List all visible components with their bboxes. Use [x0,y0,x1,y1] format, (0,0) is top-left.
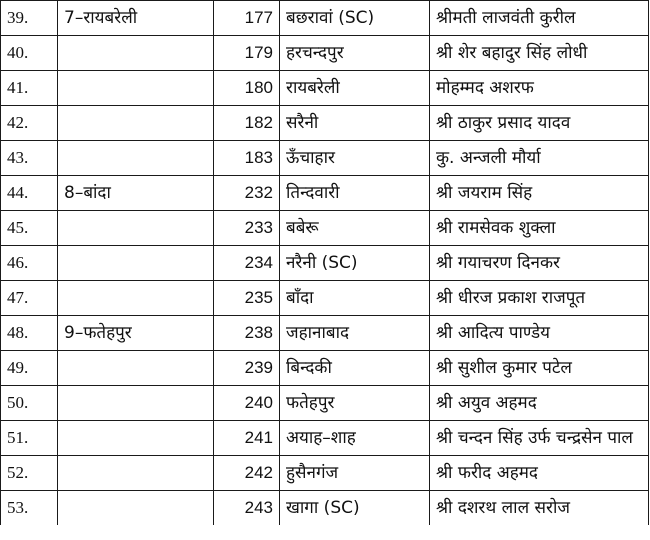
serial-number-cell: 46. [1,246,58,281]
table-row [1,351,649,386]
table-row [1,211,649,246]
table-body [1,1,649,526]
constituency-name-cell: जहानाबाद [280,316,430,351]
table-row [1,106,649,141]
constituency-name-cell: नरैनी (SC) [280,246,430,281]
constituency-name-cell: ऊँचाहार [280,141,430,176]
candidate-name-cell: श्री फरीद अहमद [430,456,649,491]
table-row [1,281,649,316]
district-cell [58,491,214,526]
candidate-name-cell: श्रीमती लाजवंती कुरील [430,1,649,36]
constituency-number-cell: 234 [214,246,280,281]
district-cell [58,106,214,141]
serial-number-cell: 50. [1,386,58,421]
table-row [1,176,649,211]
constituency-name-cell: बछरावां (SC) [280,1,430,36]
constituency-name-cell: बिन्दकी [280,351,430,386]
district-cell [58,71,214,106]
constituency-number-cell: 243 [214,491,280,526]
candidate-name-cell: कु. अन्जली मौर्या [430,141,649,176]
table-row [1,386,649,421]
serial-number-cell: 53. [1,491,58,526]
constituency-number-cell: 177 [214,1,280,36]
serial-number-cell: 43. [1,141,58,176]
serial-number-cell: 47. [1,281,58,316]
constituency-name-cell: बाँदा [280,281,430,316]
district-cell [58,211,214,246]
district-cell: 7–रायबरेली [58,1,214,36]
serial-number-cell: 45. [1,211,58,246]
constituency-name-cell: हुसैनगंज [280,456,430,491]
candidate-name-cell: श्री अयुव अहमद [430,386,649,421]
constituency-number-cell: 180 [214,71,280,106]
constituency-number-cell: 241 [214,421,280,456]
constituency-number-cell: 242 [214,456,280,491]
table-row [1,491,649,526]
district-cell: 9–फतेहपुर [58,316,214,351]
table-row [1,141,649,176]
table-row [1,421,649,456]
serial-number-cell: 41. [1,71,58,106]
constituency-number-cell: 183 [214,141,280,176]
district-cell [58,421,214,456]
candidate-name-cell: श्री ठाकुर प्रसाद यादव [430,106,649,141]
serial-number-cell: 40. [1,36,58,71]
constituency-number-cell: 232 [214,176,280,211]
constituency-number-cell: 238 [214,316,280,351]
district-cell [58,351,214,386]
constituency-number-cell: 239 [214,351,280,386]
candidate-name-cell: मोहम्मद अशरफ [430,71,649,106]
constituency-number-cell: 182 [214,106,280,141]
serial-number-cell: 49. [1,351,58,386]
district-cell [58,246,214,281]
district-cell [58,36,214,71]
district-cell: 8–बांदा [58,176,214,211]
serial-number-cell: 48. [1,316,58,351]
serial-number-cell: 52. [1,456,58,491]
table-row [1,71,649,106]
serial-number-cell: 44. [1,176,58,211]
serial-number-cell: 51. [1,421,58,456]
constituency-name-cell: अयाह–शाह [280,421,430,456]
district-cell [58,386,214,421]
constituency-number-cell: 240 [214,386,280,421]
constituency-name-cell: तिन्दवारी [280,176,430,211]
district-cell [58,141,214,176]
table-row [1,36,649,71]
table-row [1,456,649,491]
constituency-number-cell: 233 [214,211,280,246]
candidate-name-cell: श्री सुशील कुमार पटेल [430,351,649,386]
candidate-name-cell: श्री चन्दन सिंह उर्फ चन्द्रसेन पाल [430,421,649,456]
constituency-name-cell: खागा (SC) [280,491,430,526]
candidate-name-cell: श्री दशरथ लाल सरोज [430,491,649,526]
constituency-name-cell: हरचन्दपुर [280,36,430,71]
constituency-name-cell: रायबरेली [280,71,430,106]
candidate-name-cell: श्री आदित्य पाण्डेय [430,316,649,351]
constituency-name-cell: बबेरू [280,211,430,246]
constituency-name-cell: फतेहपुर [280,386,430,421]
serial-number-cell: 39. [1,1,58,36]
district-cell [58,281,214,316]
table-row [1,246,649,281]
candidate-name-cell: श्री गयाचरण दिनकर [430,246,649,281]
candidate-name-cell: श्री जयराम सिंह [430,176,649,211]
candidate-name-cell: श्री शेर बहादुर सिंह लोधी [430,36,649,71]
table-row [1,1,649,36]
constituency-name-cell: सरैनी [280,106,430,141]
serial-number-cell: 42. [1,106,58,141]
district-cell [58,456,214,491]
candidate-name-cell: श्री रामसेवक शुक्ला [430,211,649,246]
table-row [1,316,649,351]
constituency-number-cell: 179 [214,36,280,71]
constituency-number-cell: 235 [214,281,280,316]
candidate-name-cell: श्री धीरज प्रकाश राजपूत [430,281,649,316]
